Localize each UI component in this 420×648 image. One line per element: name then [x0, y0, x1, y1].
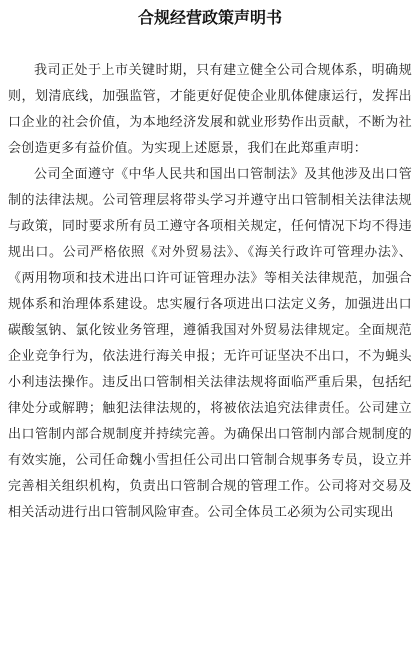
document-title: 合规经营政策声明书: [137, 8, 282, 27]
intro-paragraph: 我司正处于上市关键时期，只有建立健全公司合规体系，明确规则，划清底线，加强监管，才能更好促使企业肌体健康运行，发挥出口企业的社会价值，为本地经济发展和就业形势作出贡献，不断为社会创造更多有益价值。为实现上述愿景，我们在此郑重声明：: [8, 63, 412, 156]
body-paragraph: 公司全面遵守《中华人民共和国出口管制法》及其他涉及出口管制的法律法规。公司管理层将带头学习并遵守出口管制相关法律法规与政策，同时要求所有员工遵守各项相关规定，任何情况下均不得违规出口。公司严格依照《对外贸易法》、《海关行政许可管理办法》、《两用物项和技术进出口许可证管理办法》等相关法律规范，加强合规体系和治理体系建设。忠实履行各项进出口法定义务，加强进出口碳酸氢钠、氯化铵业务管理，遵循我国对外贸易法律规定。全面规范企业竞争行为，依法进行海关申报；无许可证坚决不出口，不为蝇头小利违法操作。违反出口管制相关法律法规将面临严重后果，包括纪律处分或解聘；触犯法律法规的，将被依法追究法律责任。公司建立出口管制内部合规制度并持续完善。为确保出口管制内部合规制度的有效实施，公司任命魏小雪担任公司出口管制合规事务专员，设立并完善相关组织机构，负责出口管制合规的管理工作。公司将对交易及相关活动进行出口管制风险审查。公司全体员工必须为公司实现出: [8, 167, 412, 520]
